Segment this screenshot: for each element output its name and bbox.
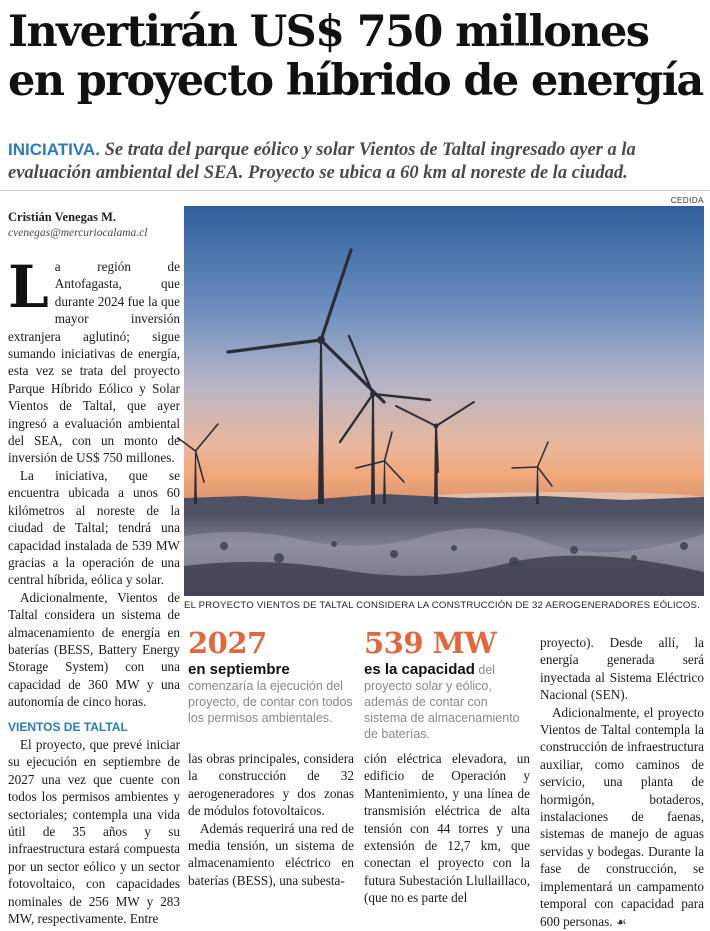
stat-description: en septiembre comenzaría la ejecución del proyecto, de contar con todos los permisos ambientales. <box>188 661 353 725</box>
paragraph: Además requerirá una red de media tensión, un sistema de almacenamiento eléctrico en baterías (BESS), una subesta- <box>188 820 354 888</box>
byline <box>8 210 180 239</box>
photo-caption: EL PROYECTO VIENTOS DE TALTAL CONSIDERA LA CONSTRUCCIÓN DE 32 AEROGENERADORES EÓLICOS. <box>184 600 701 611</box>
end-mark-icon: ☙ <box>615 914 627 929</box>
paragraph: El proyecto, que prevé iniciar su ejecución en septiembre de 2027 una vez que cuente con todos los permisos ambientes y sectoriales; contempla una vida útil de 35 años y su infraestructura estará compuesta por un sector eólico y un sector fotovoltaico, con capacidades nominales de 256 MW y 283 MW, respectivamente. Entre <box>8 736 180 927</box>
headline-line-2: en proyecto híbrido de energía <box>8 56 703 106</box>
headline <box>8 8 708 106</box>
paragraph: proyecto). Desde allí, la energía generada será inyectada al Sistema Eléctrico Nacional (SEN). <box>540 635 704 703</box>
wind-turbines-illustration <box>184 206 704 596</box>
column-3 <box>364 750 530 907</box>
author-email[interactable]: cvenegas@mercuriocalama.cl <box>8 227 148 239</box>
stat-value: 2027 <box>188 626 267 660</box>
column-4 <box>540 634 704 931</box>
lead-paragraph <box>8 138 706 185</box>
lead-kicker: INICIATIVA. <box>8 140 100 159</box>
paragraph: La iniciativa, que se encuentra ubicada a unos 60 kilómetros al noreste de la ciudad de Taltal; tendrá una capacidad instalada de 539 MW gracias a la operación de una central híbrida, eólica y solar. <box>8 467 180 588</box>
subheading: VIENTOS DE TALTAL <box>8 719 128 734</box>
paragraph-intro: La región de Antofagasta, que durante 2024 fue la que mayor inversión extranjera aglutinó; sigue sumando iniciativas de energía, esta vez se trata del proyecto Parque Híbrido Eólico y Solar Vientos de Taltal, que ayer ingresó a evaluación ambiental del SEA, con un monto de inversión de US$ 750 millones. <box>8 253 180 466</box>
photo-credit: CEDIDA <box>670 196 704 205</box>
paragraph-final: Adicionalmente, el proyecto Vientos de Taltal contempla la construcción de infraestructura auxiliar, como caminos de servicio, una planta de hormigón, botaderos, instalaciones de faenas, sistemas de manejo de aguas servidas y bodegas. Durante la fase de construcción, se implementará un campamento temporal con capacidad para 600 personas. ☙ <box>540 704 704 929</box>
headline-line-1: Invertirán US$ 750 millones <box>8 7 649 57</box>
lead-text: Se trata del parque eólico y solar Vientos de Taltal ingresado ayer a la evaluación ambiental del SEA. Proyecto se ubica a 60 km al noreste de la ciudad. <box>8 140 636 183</box>
stat-callout-date <box>188 626 354 726</box>
author-name: Cristián Venegas M. <box>8 210 116 224</box>
paragraph: ción eléctrica elevadora, un edificio de Operación y Mantenimiento, y una línea de transmisión eléctrica de alta tensión con 44 torres y una extensión de 12,7 km, que conectan el proyecto con la futura Subestación Llullaillaco, (que no es parte del <box>364 751 530 906</box>
paragraph: las obras principales, considera la construcción de 32 aerogeneradores y dos zonas de módulos fotovoltaicos. <box>188 751 354 819</box>
stat-value: 539 MW <box>364 626 497 660</box>
top-divider <box>0 190 710 191</box>
wind-farm-photo <box>184 206 704 596</box>
stat-description: es la capacidad del proyecto solar y eólico, además de contar con sistema de almacenamiento de baterías. <box>364 661 520 741</box>
paragraph: Adicionalmente, Vientos de Taltal considera un sistema de almacenamiento de energía en baterías (BESS, Battery Energy Storage System) con una capacidad de 360 MW y una autonomía de cinco horas. <box>8 589 180 710</box>
column-2 <box>188 750 354 889</box>
drop-cap: L <box>8 253 49 321</box>
stat-callout-capacity <box>364 626 530 742</box>
column-1 <box>8 253 180 927</box>
